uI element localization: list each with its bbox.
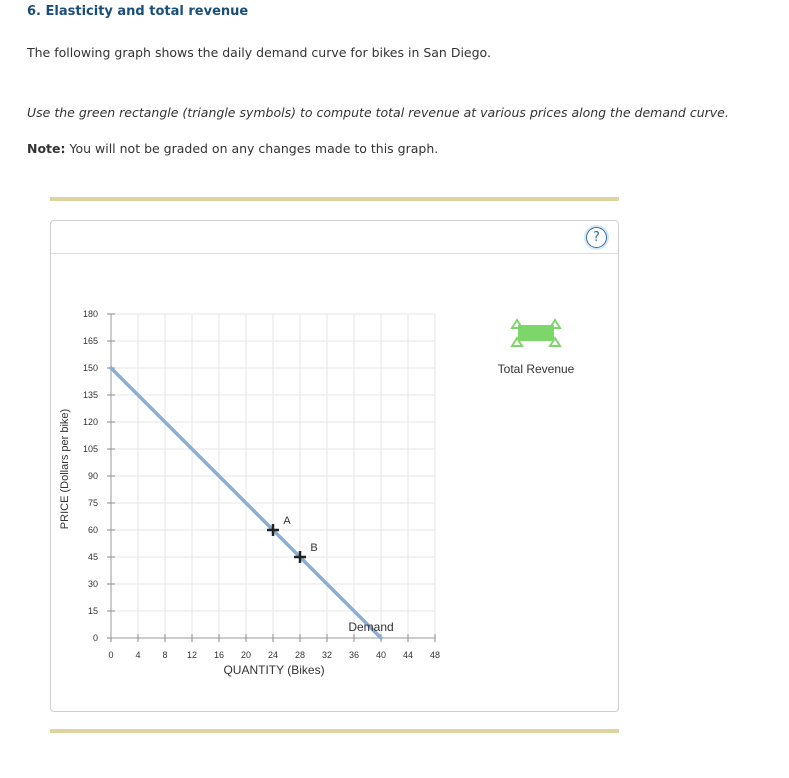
- y-tick-label: 105: [82, 444, 98, 454]
- x-tick-label: 48: [429, 650, 441, 660]
- top-divider: [50, 197, 619, 201]
- graph-panel: [50, 220, 619, 712]
- x-tick-label: 32: [321, 650, 333, 660]
- y-axis-label: PRICE (Dollars per bike): [59, 408, 71, 530]
- x-tick-label: 16: [213, 650, 225, 660]
- question-title: 6. Elasticity and total revenue: [27, 4, 249, 19]
- x-tick-label: 36: [348, 650, 360, 660]
- y-tick-label: 150: [82, 363, 98, 373]
- total-revenue-rectangle[interactable]: [518, 325, 554, 341]
- y-axis-ticks: [83, 309, 115, 643]
- x-tick-label: 40: [375, 650, 387, 660]
- y-tick-label: 45: [87, 552, 98, 562]
- help-icon[interactable]: ?: [586, 227, 607, 248]
- y-tick-label: 90: [87, 471, 98, 481]
- demand-label: Demand: [348, 620, 394, 634]
- x-tick-label: 20: [240, 650, 252, 660]
- instruction-text: Use the green rectangle (triangle symbols) to compute total revenue at various prices along the demand curve.: [27, 105, 729, 120]
- x-tick-label: 0: [108, 650, 114, 660]
- x-axis-label: QUANTITY (Bikes): [223, 663, 325, 677]
- note-label: Note:: [27, 141, 66, 156]
- y-tick-label: 120: [82, 417, 98, 427]
- y-tick-label: 75: [87, 498, 98, 508]
- point-a-label: A: [283, 515, 291, 527]
- y-tick-label: 30: [87, 579, 98, 589]
- total-revenue-tool[interactable]: [512, 320, 560, 346]
- note-text: [27, 141, 438, 156]
- x-tick-label: 4: [135, 650, 141, 660]
- demand-chart: [51, 221, 618, 711]
- x-tick-label: 44: [402, 650, 414, 660]
- point-b-label: B: [310, 542, 318, 554]
- intro-text: The following graph shows the daily demand curve for bikes in San Diego.: [27, 45, 491, 60]
- y-tick-label: 15: [87, 606, 98, 616]
- x-tick-label: 24: [267, 650, 279, 660]
- y-tick-label: 135: [82, 390, 98, 400]
- x-tick-label: 12: [186, 650, 198, 660]
- bottom-divider: [50, 729, 619, 733]
- x-tick-label: 28: [294, 650, 306, 660]
- y-tick-label: 165: [82, 336, 98, 346]
- grid-lines: [111, 314, 435, 638]
- y-tick-label: 60: [87, 525, 98, 535]
- y-tick-label: 180: [82, 309, 98, 319]
- y-tick-label: 0: [92, 633, 98, 643]
- total-revenue-label: Total Revenue: [497, 362, 575, 376]
- x-tick-label: 8: [162, 650, 168, 660]
- point-markers: [267, 515, 318, 563]
- note-body: You will not be graded on any changes made to this graph.: [65, 141, 439, 156]
